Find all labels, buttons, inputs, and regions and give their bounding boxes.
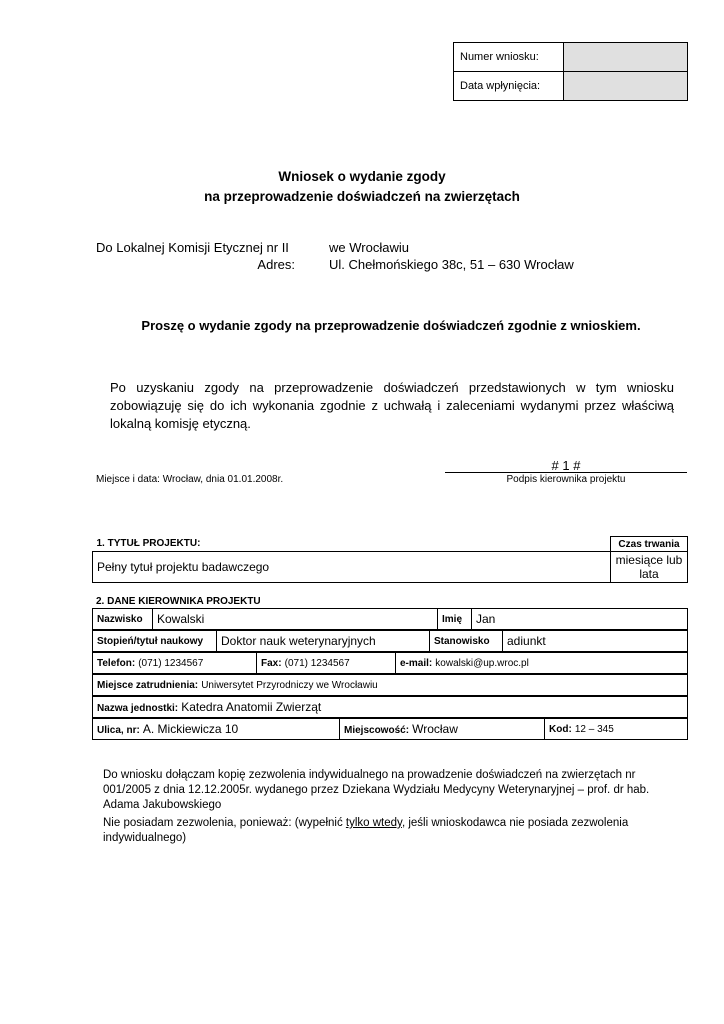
commitment-paragraph: Po uzyskaniu zgody na przeprowadzenie doświadczeń przedstawionych w tym wniosku zobowiązuję się do ich wykonania zgodnie z uchwałą i zaleceniami wydanymi przez właściwą lokalną komisję etyczną. [110, 380, 674, 431]
locality-cell [340, 719, 545, 740]
document-title [0, 167, 724, 207]
phone-label: Telefon: [97, 658, 136, 669]
unit-field[interactable]: Katedra Anatomii Zwierząt [181, 700, 322, 714]
signature-line [445, 472, 687, 473]
manager-heading: 2. DANE KIEROWNIKA PROJEKTU [96, 596, 261, 607]
position-label: Stanowisko [430, 631, 503, 652]
fax-label: Fax: [261, 658, 282, 669]
permit-missing-suffix: , jeśli wnioskodawca nie posiada zezwolenia indywidualnego) [103, 817, 629, 844]
recipient-city: we Wrocławiu [329, 240, 409, 255]
phone-field[interactable]: (071) 1234567 [138, 658, 204, 669]
project-title-field[interactable]: Pełny tytuł projektu badawczego [93, 552, 611, 583]
fax-field[interactable]: (071) 1234567 [284, 658, 350, 669]
permit-missing-statement [103, 816, 683, 846]
email-label: e-mail: [400, 658, 433, 669]
project-table [92, 536, 688, 583]
recipient: Do Lokalnej Komisji Etycznej nr II [96, 240, 289, 255]
signature-caption: Podpis kierownika projektu [506, 474, 626, 485]
employer-label: Miejsce zatrudnienia: [97, 680, 199, 691]
permit-attached-statement: Do wniosku dołączam kopię zezwolenia indywidualnego na prowadzenie doświadczeń na zwierzętach nr 001/2005 z dnia 12.12.2005r. wydanego przez Dziekana Wydziału Medycyny Weterynaryjnej – prof. dr hab. Adama Jakubowskiego [103, 769, 650, 811]
postal-code-field[interactable]: 12 – 345 [574, 724, 614, 735]
permit-missing-emphasis: tylko wtedy [345, 817, 402, 829]
manager-row-address [92, 718, 688, 740]
project-heading: 1. TYTUŁ PROJEKTU: [93, 537, 611, 552]
manager-row-unit [92, 696, 688, 718]
street-cell [93, 719, 340, 740]
first-name-label: Imię [438, 609, 472, 630]
employer-field[interactable]: Uniwersytet Przyrodniczy we Wrocławiu [201, 680, 378, 691]
position-field[interactable]: adiunkt [503, 631, 688, 652]
signature-mark: # 1 # [551, 458, 581, 473]
unit-label: Nazwa jednostki: [97, 703, 179, 714]
unit-cell [93, 697, 688, 718]
receipt-date-label: Data wpłynięcia: [454, 72, 564, 101]
fax-cell [257, 653, 396, 674]
locality-field[interactable]: Wrocław [412, 722, 458, 736]
title-line-1: Wniosek o wydanie zgody [278, 169, 446, 184]
employer-cell [93, 675, 688, 696]
surname-field[interactable]: Kowalski [153, 609, 438, 630]
request-statement: Proszę o wydanie zgody na przeprowadzenie doświadczeń zgodnie z wnioskiem. [141, 318, 641, 333]
application-number-field[interactable] [564, 43, 688, 72]
degree-label: Stopień/tytuł naukowy [93, 631, 217, 652]
degree-field[interactable]: Doktor nauk weterynaryjnych [217, 631, 430, 652]
duration-heading: Czas trwania [611, 537, 688, 552]
phone-cell [93, 653, 257, 674]
duration-field[interactable]: miesiące lub lata [611, 552, 688, 583]
place-date: Miejsce i data: Wrocław, dnia 01.01.2008r. [96, 474, 284, 485]
address-value: Ul. Chełmońskiego 38c, 51 – 630 Wrocław [329, 257, 574, 272]
title-line-2: na przeprowadzenie doświadczeń na zwierzętach [204, 189, 520, 204]
manager-row-contact [92, 652, 688, 674]
manager-row-degree [92, 630, 688, 652]
manager-row-name [92, 608, 688, 630]
email-field[interactable]: kowalski@up.wroc.pl [435, 658, 529, 669]
application-number-label: Numer wniosku: [454, 43, 564, 72]
postal-code-cell [545, 719, 688, 740]
receipt-date-field[interactable] [564, 72, 688, 101]
surname-label: Nazwisko [93, 609, 153, 630]
registration-box [453, 42, 688, 101]
street-field[interactable]: A. Mickiewicza 10 [142, 722, 239, 736]
street-label: Ulica, nr: [97, 725, 140, 736]
locality-label: Miejscowość: [344, 725, 410, 736]
address-label: Adres: [257, 257, 295, 272]
email-cell [396, 653, 688, 674]
permit-missing-prefix: Nie posiadam zezwolenia, ponieważ: (wypełnić [103, 817, 346, 829]
postal-code-label: Kod: [549, 724, 572, 735]
manager-row-employer [92, 674, 688, 696]
first-name-field[interactable]: Jan [472, 609, 688, 630]
